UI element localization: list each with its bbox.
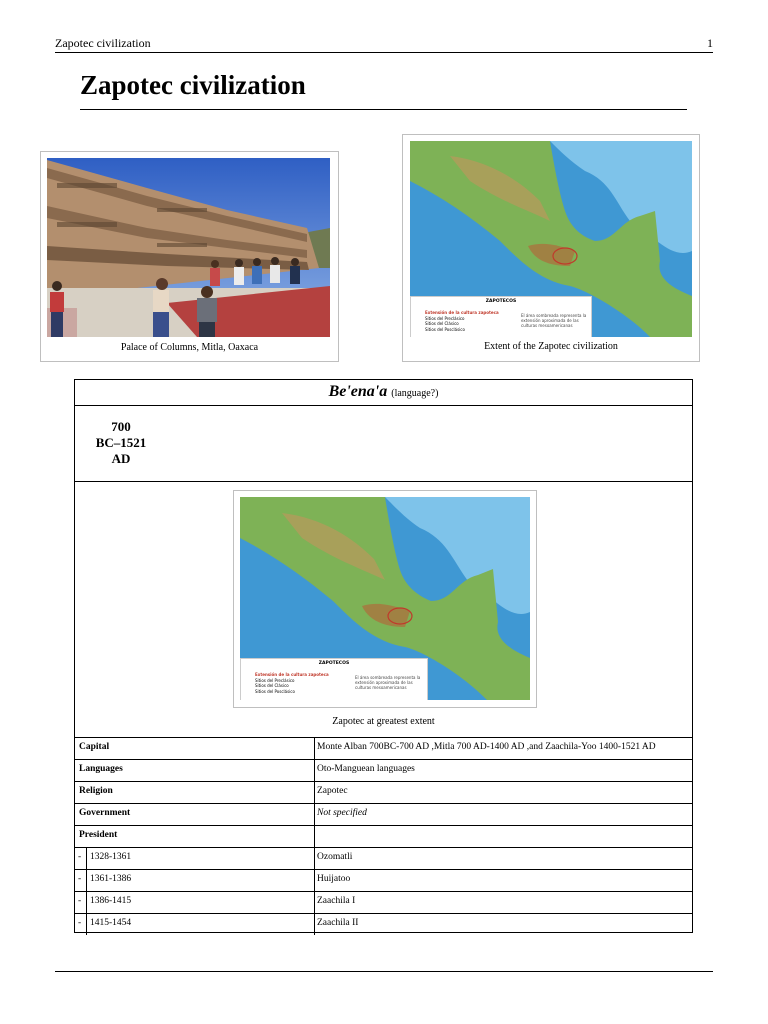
row-bullet: - <box>78 918 82 928</box>
infobox-row-president <box>75 825 692 847</box>
infobox-name: Be'ena'a <box>328 383 388 400</box>
legend-title: ZAPOTECOS <box>318 661 350 666</box>
president-name: Ozomatli <box>317 852 353 862</box>
figure-caption: Palace of Columns, Mitla, Oaxaca <box>120 342 259 353</box>
map-legend <box>240 658 428 700</box>
infobox <box>74 379 693 933</box>
infobox-row-languages <box>75 759 692 781</box>
date-line: AD <box>111 451 131 466</box>
infobox-map-caption: Zapotec at greatest extent <box>332 716 435 727</box>
legend-item: Sitios del Posclásico <box>425 326 465 332</box>
president-row <box>75 891 692 913</box>
legend-items <box>425 310 499 332</box>
president-row <box>75 869 692 891</box>
president-row <box>75 913 692 935</box>
infobox-map[interactable] <box>240 497 530 700</box>
map-legend <box>410 296 592 337</box>
date-range <box>89 419 153 467</box>
infobox-dates <box>75 406 692 482</box>
running-header <box>55 36 713 53</box>
date-line: BC–1521 <box>95 435 147 450</box>
row-value: Monte Alban 700BC-700 AD ,Mitla 700 AD-1400 AD ,and Zaachila-Yoo 1400-1521 AD <box>317 742 656 752</box>
legend-note: El área sombreada representa la extensión aproximada de las culturas mesoamericanas <box>355 675 421 690</box>
row-label: Capital <box>79 742 110 752</box>
legend-item: Sitios del Clásico <box>425 321 459 326</box>
legend-item: Sitios del Preclásico <box>425 315 465 321</box>
row-value[interactable]: Oto-Manguean languages <box>317 764 415 774</box>
row-bullet: - <box>78 874 82 884</box>
infobox-row-religion <box>75 781 692 803</box>
infobox-row-capital <box>75 737 692 759</box>
president-years: 1386-1415 <box>90 896 132 906</box>
infobox-map-cell <box>75 482 692 737</box>
legend-items <box>255 672 329 694</box>
row-bullet: - <box>78 852 82 862</box>
infobox-header <box>75 380 692 406</box>
figure-caption: Extent of the Zapotec civilization <box>484 341 618 352</box>
language-link[interactable]: (language?) <box>391 388 439 399</box>
president-name: Zaachila I <box>317 896 356 906</box>
palace-photo[interactable] <box>47 158 330 337</box>
row-value: Zapotec <box>317 786 348 796</box>
president-years: 1328-1361 <box>90 852 132 862</box>
row-label: Government <box>79 808 131 818</box>
legend-note: El área sombreada representa la extensión aproximada de las culturas mesoamericanas <box>521 313 587 328</box>
president-years: 1415-1454 <box>90 918 132 928</box>
president-name: Huijatoo <box>317 874 351 884</box>
row-label: Languages <box>79 764 123 774</box>
legend-item: Extensión de la cultura zapoteca <box>425 310 499 315</box>
infobox-map-frame <box>233 490 537 708</box>
page-number: 1 <box>707 36 713 50</box>
president-row <box>75 847 692 869</box>
row-bullet: - <box>78 896 82 906</box>
legend-item: Sitios del Clásico <box>255 683 289 688</box>
running-header-title: Zapotec civilization <box>55 36 151 50</box>
date-line: 700 <box>111 419 131 434</box>
figure-map <box>402 134 700 362</box>
row-value: Not specified <box>317 808 367 818</box>
legend-item: Sitios del Posclásico <box>255 688 295 694</box>
president-name: Zaachila II <box>317 918 359 928</box>
legend-title: ZAPOTECOS <box>485 299 517 304</box>
relief-map[interactable] <box>410 141 692 337</box>
page-title: Zapotec civilization <box>80 70 687 110</box>
legend-item: Sitios del Preclásico <box>255 677 295 683</box>
infobox-rows <box>75 737 692 935</box>
figure-palace <box>40 151 339 362</box>
footer-rule <box>55 971 713 972</box>
row-label: President <box>79 830 118 840</box>
legend-item: Extensión de la cultura zapoteca <box>255 672 329 677</box>
row-label: Religion <box>79 786 113 796</box>
infobox-row-government <box>75 803 692 825</box>
president-years: 1361-1386 <box>90 874 132 884</box>
